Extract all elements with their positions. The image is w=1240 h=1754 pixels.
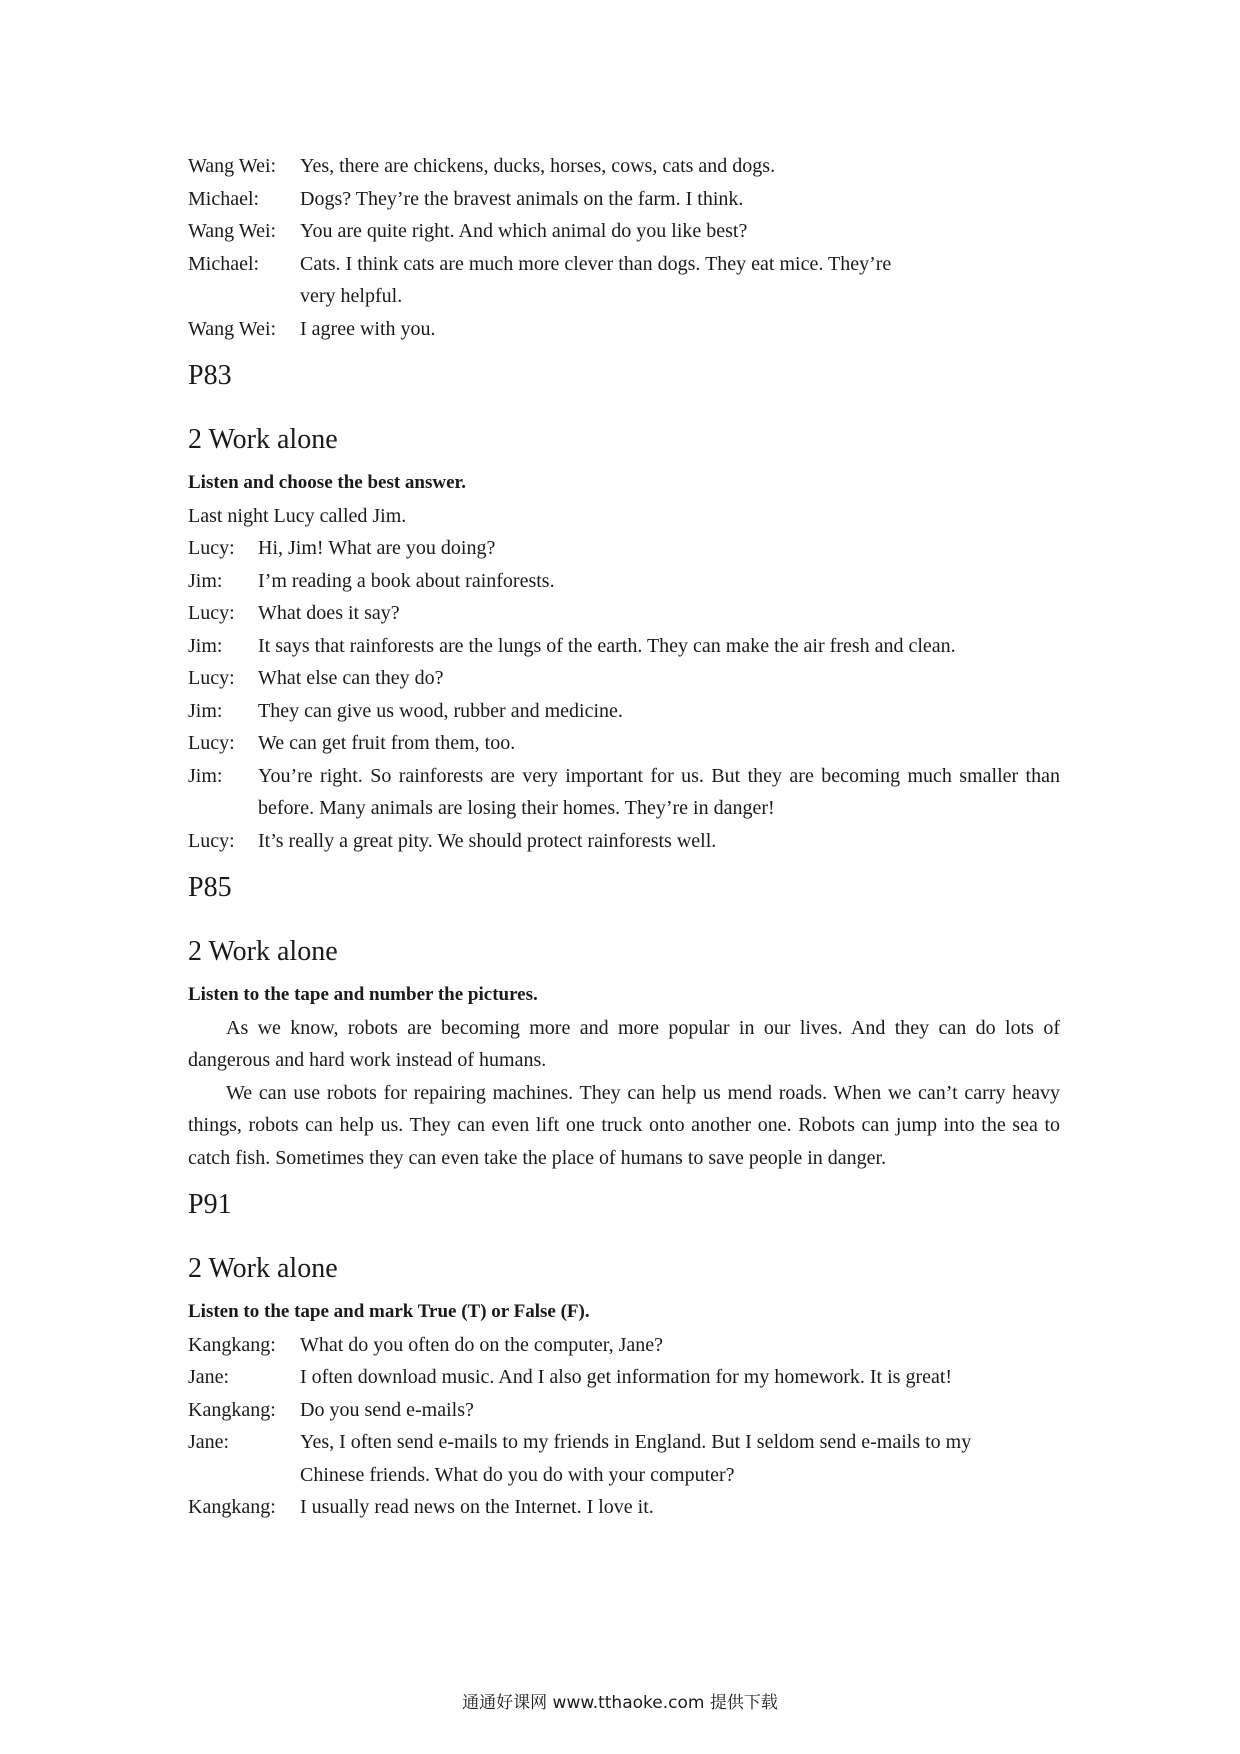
dialogue-line — [188, 313, 1060, 346]
dialogue-rainforests — [188, 532, 1060, 857]
utterance: It’s really a great pity. We should protect rainforests well. — [258, 829, 717, 852]
speaker: Lucy: — [188, 732, 235, 754]
dialogue-farm-animals — [188, 150, 1060, 345]
speaker: Kangkang: — [188, 1398, 276, 1421]
speaker: Jim: — [188, 764, 223, 787]
dialogue-computer — [188, 1329, 1060, 1524]
speaker: Lucy: — [188, 667, 235, 689]
dialogue-line — [188, 662, 1060, 695]
page-number-heading: P85 — [188, 872, 232, 903]
utterance: Dogs? They’re the bravest animals on the farm. I think. — [300, 187, 744, 210]
utterance: It says that rainforests are the lungs of the earth. They can make the air fresh and clean. — [258, 634, 956, 657]
utterance: They can give us wood, rubber and medicine. — [258, 699, 623, 722]
page-number-heading: P91 — [188, 1189, 232, 1220]
utterance: What else can they do? — [258, 667, 444, 689]
utterance: We can get fruit from them, too. — [258, 732, 516, 754]
dialogue-line — [188, 183, 1060, 216]
speaker: Jane: — [188, 1366, 230, 1388]
speaker: Michael: — [188, 187, 260, 210]
dialogue-line — [188, 565, 1060, 598]
dialogue-line — [188, 727, 1060, 760]
speaker: Lucy: — [188, 602, 235, 624]
section-title: 2 Work alone — [188, 424, 338, 455]
utterance: Do you send e-mails? — [300, 1398, 474, 1421]
instruction: Listen to the tape and mark True (T) or False (F). — [188, 1301, 590, 1322]
dialogue-line — [188, 532, 1060, 565]
speaker: Wang Wei: — [188, 317, 277, 340]
utterance: What do you often do on the computer, Jane? — [300, 1333, 663, 1356]
utterance: Hi, Jim! What are you doing? — [258, 537, 496, 559]
utterance: Cats. I think cats are much more clever than dogs. They eat mice. They’re very helpful. — [300, 252, 892, 307]
utterance: You’re right. So rainforests are very important for us. But they are becoming much smaller than before. Many animals are losing their homes. They’re in danger! — [258, 764, 1060, 819]
utterance: You are quite right. And which animal do you like best? — [300, 220, 748, 242]
section-title: 2 Work alone — [188, 1253, 338, 1284]
speaker: Lucy: — [188, 829, 235, 852]
speaker: Jim: — [188, 699, 223, 722]
utterance: I usually read news on the Internet. I love it. — [300, 1496, 654, 1518]
speaker: Jim: — [188, 569, 223, 592]
dialogue-line — [188, 248, 1060, 313]
paragraph: As we know, robots are becoming more and more popular in our lives. And they can do lots of dangerous and hard work instead of humans. — [188, 1016, 1060, 1071]
document-page — [188, 150, 1060, 1524]
dialogue-line — [188, 630, 1060, 663]
dialogue-line — [188, 1394, 1060, 1427]
dialogue-line — [188, 695, 1060, 728]
utterance: What does it say? — [258, 602, 400, 624]
paragraph: We can use robots for repairing machines. They can help us mend roads. When we can’t carry heavy things, robots can help us. They can even lift one truck onto another one. Robots can jump into the sea to catch fish. Sometimes they can even take the place of humans to save people in danger. — [188, 1081, 1060, 1169]
dialogue-line — [188, 825, 1060, 858]
dialogue-line — [188, 1329, 1060, 1362]
dialogue-line — [188, 215, 1060, 248]
dialogue-line — [188, 150, 1060, 183]
utterance: I agree with you. — [300, 317, 436, 340]
speaker: Wang Wei: — [188, 155, 277, 177]
page-footer: 通通好课网 www.tthaoke.com 提供下载 — [462, 1693, 778, 1713]
page-number-heading: P83 — [188, 360, 232, 391]
utterance: I’m reading a book about rainforests. — [258, 569, 555, 592]
speaker: Michael: — [188, 252, 260, 275]
utterance: Yes, I often send e-mails to my friends in England. But I seldom send e-mails to my Chinese friends. What do you do with your computer? — [300, 1431, 972, 1486]
section-title: 2 Work alone — [188, 936, 338, 967]
utterance: Yes, there are chickens, ducks, horses, cows, cats and dogs. — [300, 155, 776, 177]
speaker: Kangkang: — [188, 1333, 276, 1356]
speaker: Kangkang: — [188, 1496, 276, 1518]
instruction: Listen and choose the best answer. — [188, 472, 466, 493]
dialogue-line — [188, 1426, 1060, 1491]
speaker: Jim: — [188, 634, 223, 657]
dialogue-line — [188, 597, 1060, 630]
dialogue-line — [188, 1491, 1060, 1524]
intro-line: Last night Lucy called Jim. — [188, 504, 407, 527]
dialogue-line — [188, 760, 1060, 825]
speaker: Wang Wei: — [188, 220, 277, 242]
speaker: Jane: — [188, 1431, 230, 1453]
speaker: Lucy: — [188, 537, 235, 559]
instruction: Listen to the tape and number the pictures. — [188, 984, 538, 1005]
dialogue-line — [188, 1361, 1060, 1394]
utterance: I often download music. And I also get information for my homework. It is great! — [300, 1366, 953, 1388]
